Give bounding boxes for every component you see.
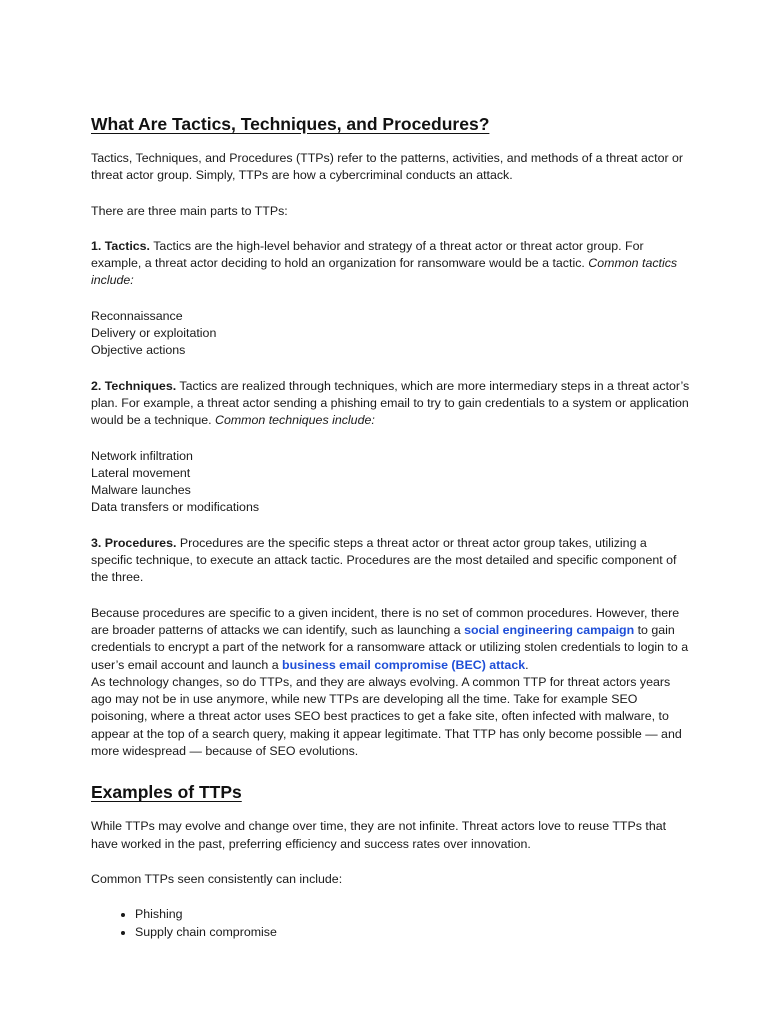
tactics-list bbox=[91, 308, 691, 360]
tactics-text: Tactics are the high-level behavior and strategy of a threat actor or threat actor group. For example, a threat actor deciding to hold an organization for ransomware would be a tactic. bbox=[91, 238, 644, 271]
examples-intro-paragraph: While TTPs may evolve and change over time, they are not infinite. Threat actors love to reuse TTPs that have worked in the past, preferring efficiency and success rates over innovation. bbox=[91, 819, 667, 851]
because-text-1: Because procedures are specific to a given incident, there is no set of common procedures. However, there are broader patterns of attacks we can identify, such as launching a bbox=[91, 605, 680, 637]
because-text-3: . bbox=[525, 657, 529, 672]
three-parts-paragraph: There are three main parts to TTPs: bbox=[91, 203, 288, 218]
tactics-label: 1. Tactics. bbox=[91, 238, 151, 253]
page-title: What Are Tactics, Techniques, and Procedures? bbox=[91, 114, 490, 134]
list-item: • Phishing bbox=[135, 906, 691, 923]
procedures-text: Procedures are the specific steps a threat actor or threat actor group takes, utilizing a specific technique, to execute an attack tactic. Procedures are the most detailed and specific component of the three. bbox=[91, 535, 677, 585]
techniques-text: Tactics are realized through techniques, which are more intermediary steps in a threat actor’s plan. For example, a threat actor sending a phishing email to try to gain credentials to a system or application would be a technique. bbox=[91, 378, 690, 428]
tactics-common-label: Common tactics include: bbox=[91, 256, 678, 288]
intro-paragraph: Tactics, Techniques, and Procedures (TTPs) refer to the patterns, activities, and methods of a threat actor or threat actor group. Simply, TTPs are how a cybercriminal conducts an attack. bbox=[91, 151, 684, 183]
because-paragraph bbox=[91, 605, 691, 674]
techniques-label: 2. Techniques. bbox=[91, 378, 177, 393]
list-item: Objective actions bbox=[91, 343, 186, 358]
techniques-list bbox=[91, 448, 691, 517]
social-engineering-link[interactable]: social engineering campaign bbox=[464, 622, 635, 637]
techniques-paragraph bbox=[91, 378, 691, 430]
document-page bbox=[91, 112, 691, 941]
list-item: Malware launches bbox=[91, 483, 191, 498]
bec-attack-link[interactable]: business email compromise (BEC) attack bbox=[282, 657, 526, 672]
techniques-common-label: Common techniques include: bbox=[215, 413, 375, 428]
because-text-2: to gain credentials to encrypt a part of the network for a ransomware attack or utilizing stolen credentials to login to a user’s email account and launch a bbox=[91, 622, 689, 672]
procedures-label: 3. Procedures. bbox=[91, 535, 177, 550]
tactics-paragraph bbox=[91, 238, 691, 290]
evolving-paragraph: As technology changes, so do TTPs, and they are always evolving. A common TTP for threat actors years ago may not be in use anymore, while new TTPs are developing all the time. Take for example SEO poisoning, where a threat actor uses SEO best practices to get a fake site, often infected with malware, to appear at the top of a search query, making it appear legitimate. That TTP has only become possible — and more widespread — because of SEO evolutions. bbox=[91, 674, 682, 759]
list-item: Lateral movement bbox=[91, 465, 191, 480]
common-ttps-paragraph: Common TTPs seen consistently can include: bbox=[91, 871, 343, 886]
ttp-bullet-list bbox=[91, 906, 691, 941]
section-heading-examples: Examples of TTPs bbox=[91, 782, 242, 803]
list-item: Reconnaissance bbox=[91, 308, 183, 323]
list-item: Network infiltration bbox=[91, 448, 193, 463]
list-item: • Supply chain compromise bbox=[135, 924, 691, 941]
list-item: Delivery or exploitation bbox=[91, 326, 217, 341]
procedures-paragraph bbox=[91, 535, 691, 587]
list-item: Data transfers or modifications bbox=[91, 500, 260, 515]
